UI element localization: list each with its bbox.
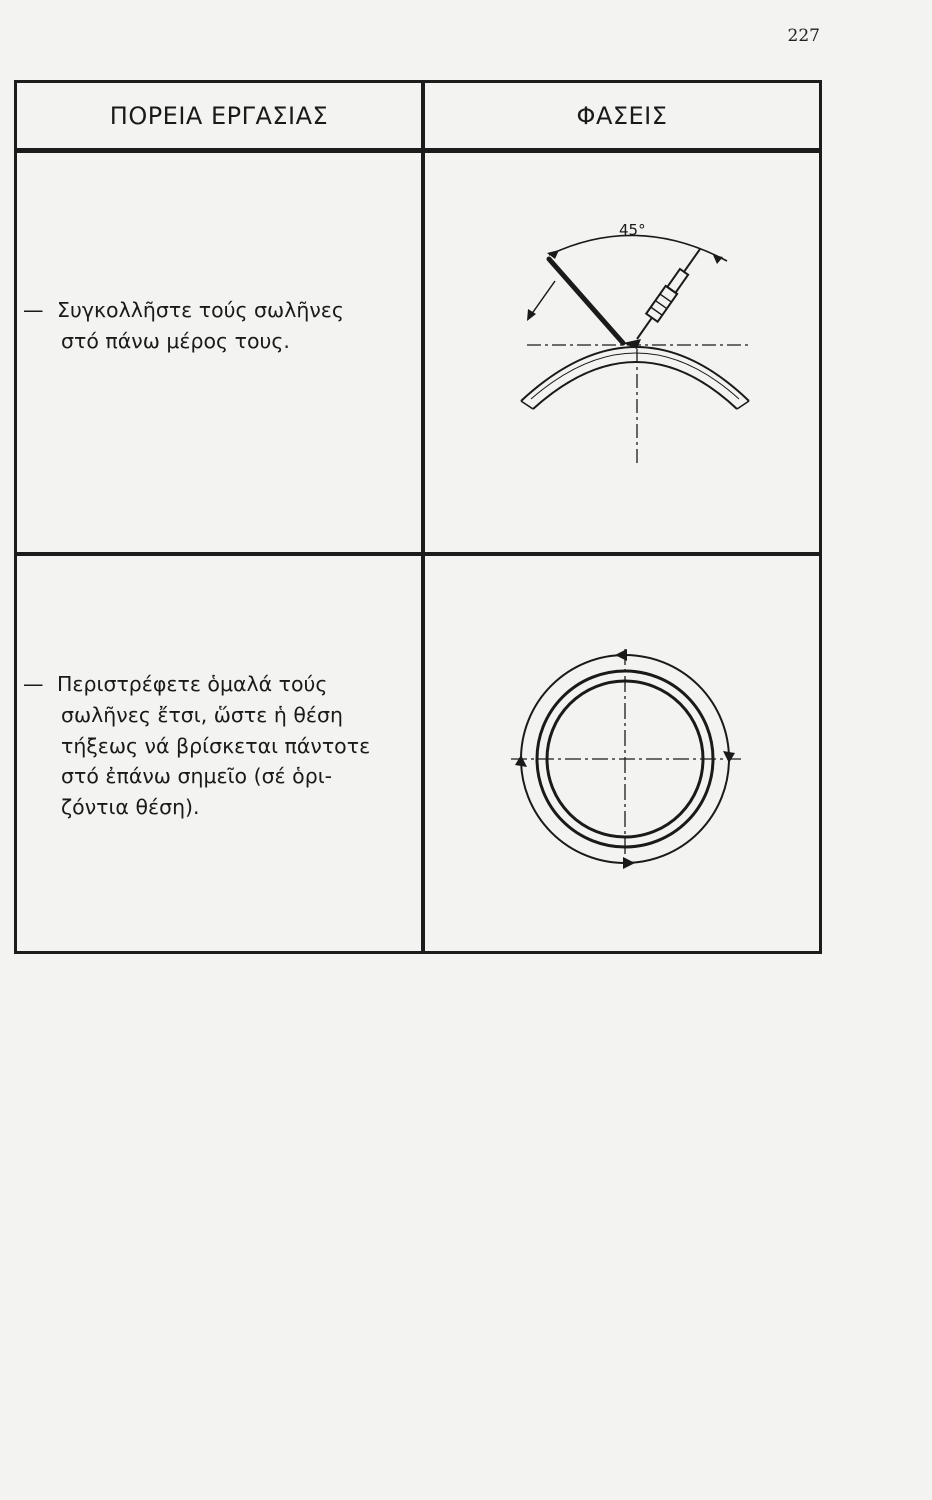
procedure-table <box>14 80 822 954</box>
rotation-arrow-left <box>515 755 527 767</box>
pipe-rotation-figure <box>507 643 747 873</box>
row-divider <box>17 552 819 556</box>
page-number: 227 <box>787 26 820 46</box>
welding-angle-figure <box>487 203 787 473</box>
column-divider <box>421 83 425 951</box>
rotation-arrow-right <box>723 751 735 763</box>
pipe-hatch-arc <box>531 353 739 399</box>
step-1-text <box>23 295 403 357</box>
header-phases: ΦΑΣΕΙΣ <box>576 102 668 130</box>
step-1-line-1: Συγκολλῆστε τούς σωλῆνες <box>57 298 344 322</box>
step-2-line-4: στό ἐπάνω σημεῖο (σέ ὁρι- <box>61 764 333 789</box>
step-1-dash: — <box>23 298 44 322</box>
step-2-line-2: σωλῆνες ἔτσι, ὥστε ἡ θέση <box>61 702 343 727</box>
pipe-outer-arc <box>521 347 749 401</box>
angle-arc <box>549 235 727 261</box>
arc-arrow-right <box>713 255 723 264</box>
step-2-line-3: τήξεως νά βρίσκεται πάντοτε <box>61 733 371 758</box>
step-2-line-1: Περιστρέφετε ὁμαλά τούς <box>57 672 328 696</box>
step-2-text <box>23 669 407 823</box>
step-2-dash: — <box>23 672 44 696</box>
step-1-line-2: στό πάνω μέρος τους. <box>61 328 290 353</box>
welding-torch-icon <box>631 245 706 343</box>
header-procedure: ΠΟΡΕΙΑ ΕΡΓΑΣΙΑΣ <box>109 102 329 130</box>
rotation-arrow-bottom <box>623 857 635 869</box>
header-rule <box>17 148 819 153</box>
rotation-arrow-top <box>615 649 627 661</box>
angle-label: 45° <box>619 221 646 239</box>
filler-rod <box>549 259 623 343</box>
step-2-line-5: ζόντια θέση). <box>61 795 200 819</box>
